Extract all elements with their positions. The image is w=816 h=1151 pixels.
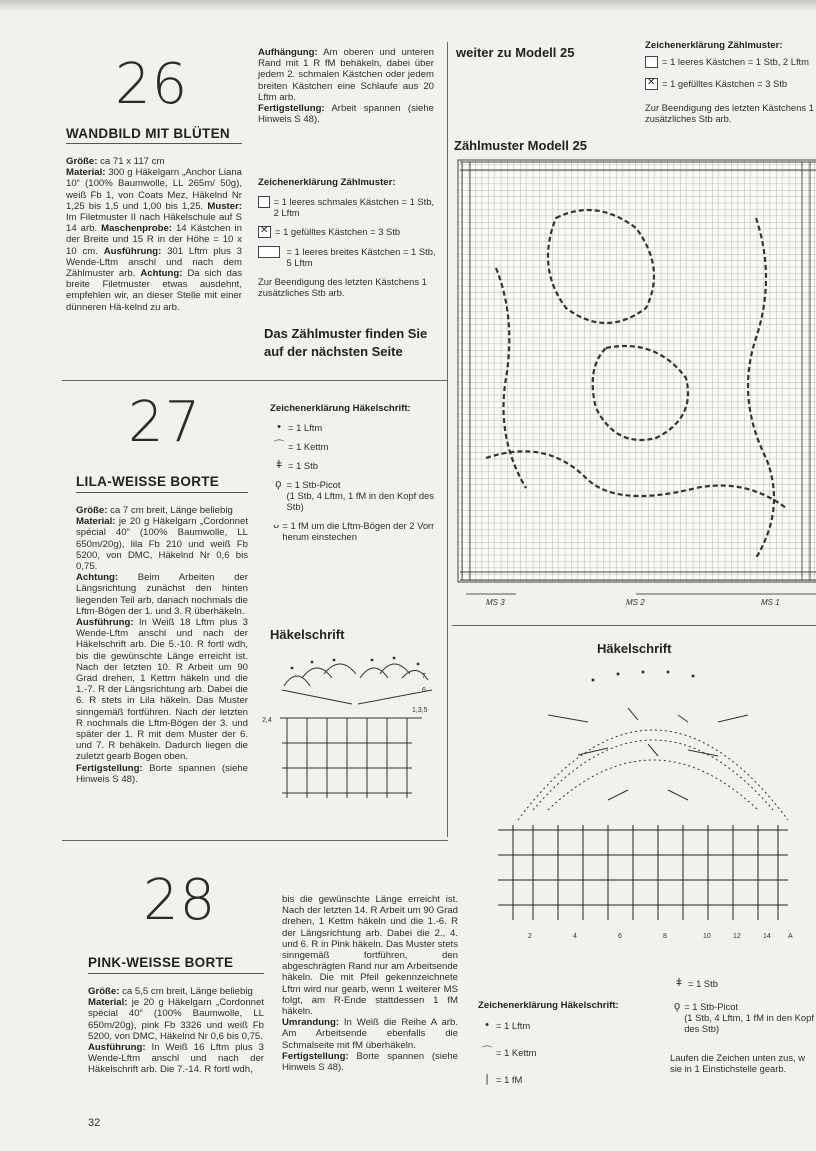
chain-stitch-icon: • xyxy=(485,1019,489,1031)
legend-28-left: • = 1 Lftm ⌒ = 1 Kettm | = 1 fM xyxy=(478,1020,618,1093)
next-page-note: Das Zählmuster finden Sie auf der nächsten Seite xyxy=(264,326,428,359)
filet-chart-25 xyxy=(456,158,816,613)
row-label: 8 xyxy=(663,933,667,940)
legend-title-26: Zeichenerklärung Zählmuster: xyxy=(258,177,396,188)
legend-28-right: ǂ = 1 Stb ϙ = 1 Stb-Picot (1 Stb, 4 Lftm, 1 fM in den Kopf des Stb) Laufen die Zeichen unten zus, w sie in 1 Einstichstelle gearb. xyxy=(670,977,814,1074)
model-title-26: WANDBILD MIT BLÜTEN xyxy=(66,126,230,141)
crochet-chart-28 xyxy=(488,660,814,950)
instructions-28-cont: bis die gewünschte Länge erreicht ist. Nach der letzten 14. R Arbeit um 90 Grad drehen, 1 Kettm häkeln und die 1.-6. R der Längsrichtung arb. Dabei die 2., 4. und 6. R in Pink häkeln. Das Muster stets sinngemäß fortführen, den abgeschrägten Rand nur am Arbeitsende häkeln. Die mit Pfeil gekennzeichnete Lftm wird nur gearb, wenn 1 weiterer MS folgt, am R-Ende stattdessen 1 fM häkeln. Umrandung: In Weiß die Reihe A arb. Am Arbeitsende ebenfalls die Schmalseite mit fM überhäkeln. Fertigstellung: Borte spannen (siehe Hinweis S 48). xyxy=(282,894,458,1074)
page-number: 32 xyxy=(88,1117,101,1129)
ms-label: MS 2 xyxy=(626,598,645,607)
legend-title-25: Zeichenerklärung Zählmuster: xyxy=(645,40,783,51)
empty-box-icon xyxy=(258,196,270,208)
title-rule-28 xyxy=(88,973,264,974)
instructions-27: Größe: ca 7 cm breit, Länge beliebig Material: je 20 g Häkelgarn „Cordonnet spécial 40“ (100% Baumwolle, LL 650m/20g), lila Fb 210 und weiß Fb 5200, von DMC, Häkelnd Nr 0,6 bis 0,75. Achtung: Beim Arbeiten der Längsrichtung zunächst den hinten liegenden Teil arb, danach nochmals die Lftm-Bögen der 1. und 3. R überhäkeln. Ausführung: In Weiß 18 Lftm plus 3 Wende-Lftm anschl und nach der Häkelschrift arb. Die 5.-10. R fortl wdh, bis die gewünschte Länge erreicht ist. Nach der letzten 10. R Arbeit um 90 Grad drehen, 1 Kettm häkeln und die 1.-7. R der Längsrichtung arb. Dabei die 6. R stets in Lila häkeln. Das Muster sinngemäß fortführen. Nach der letzten R nochmals die Lftm-Bögen der 3. und später der 1. R mit dem Muster der 6. und 7. R behäkeln. Dadurch liegen die zuletzt gearb Bogen oben. Fertigstellung: Borte spannen (siehe Hinweis S 48). xyxy=(76,505,248,785)
single-crochet-icon: | xyxy=(485,1073,489,1085)
empty-box-icon xyxy=(645,56,658,68)
section-divider-27-28 xyxy=(62,840,448,841)
chart-title-27: Häkelschrift xyxy=(270,627,345,642)
filled-box-icon xyxy=(258,226,271,238)
row-label: 2 xyxy=(528,933,532,940)
row-label: 4 xyxy=(573,933,577,940)
legend-27: • = 1 Lftm ⌒ = 1 Kettm ǂ = 1 Stb ϙ = 1 Stb-Picot (1 Stb, 4 Lftm, 1 fM in den Kopf des Stb) ᴗ = 1 fM um die Lftm-Bögen der 2 Vorr herum einstechen xyxy=(270,422,440,550)
row-label: 10 xyxy=(703,933,711,940)
legend-title-27: Zeichenerklärung Häkelschrift: xyxy=(270,403,411,414)
double-crochet-icon: ǂ xyxy=(675,977,683,989)
row-label: 14 xyxy=(763,933,771,940)
row-label: 2,4 xyxy=(262,717,272,724)
instructions-26-cont: Aufhängung: Am oberen und unteren Rand mit 1 R fM behäkeln, dabei über jedem 2. schmalen Kästchen oder jedem breiten Kästchen eine Schlaufe aus 20 Lftm arb. Fertigstellung: Arbeit spannen (siehe Hinweis S 48). xyxy=(258,47,434,126)
row-label: 6 xyxy=(618,933,622,940)
legend-title-28: Zeichenerklärung Häkelschrift: xyxy=(478,1000,619,1011)
continue-heading: weiter zu Modell 25 xyxy=(456,45,575,60)
picot-icon: ϙ xyxy=(674,1000,681,1012)
ms-label: MS 1 xyxy=(761,598,780,607)
model-number-26: 26 xyxy=(115,52,189,117)
section-divider-right xyxy=(452,625,816,626)
row-label: 12 xyxy=(733,933,741,940)
picot-icon: ϙ xyxy=(275,478,282,490)
row-label: 6 xyxy=(422,687,426,694)
crochet-chart-27 xyxy=(262,648,442,828)
slip-stitch-icon: ⌒ xyxy=(273,440,285,452)
double-crochet-icon: ǂ xyxy=(275,459,283,471)
filled-box-icon xyxy=(645,78,658,90)
title-rule-26 xyxy=(66,143,242,144)
row-label: A xyxy=(788,933,793,940)
model-number-28: 28 xyxy=(143,868,217,933)
slip-stitch-icon: ⌒ xyxy=(481,1046,493,1058)
row-label: 1,3,5 xyxy=(412,707,428,714)
title-rule-27 xyxy=(76,492,248,493)
instructions-26: Größe: ca 71 x 117 cm Material: 300 g Häkelgarn „Anchor Liana 10“ (100% Baumwolle, LL 265m/ 50g), weiß Fb 1, von Coats Mez, Häkelnd Nr 1,25 bis 1,5 und 1,00 bis 1,25. Muster: Im Filetmuster II nach Häkelschule auf S 14 arb. Maschenprobe: 14 Kästchen in der Breite und 15 R in der Höhe = 10 x 10 cm. Ausführung: 301 Lftm plus 3 Wende-Lftm anschl und nach dem Zählmuster arb. Achtung: Da sich das breite Filetmuster etwas ausdehnt, empfehlen wir, an dieser Stelle mit einer dünneren Hä-kelnd zu arb. xyxy=(66,156,243,313)
chart-title-25: Zählmuster Modell 25 xyxy=(454,138,587,153)
column-divider xyxy=(447,42,448,837)
model-title-27: LILA-WEISSE BORTE xyxy=(76,474,220,489)
ms-label: MS 3 xyxy=(486,598,505,607)
legend-25: = 1 leeres Kästchen = 1 Stb, 2 Lftm ✕ = 1 gefülltes Kästchen = 3 Stb Zur Beendigung des letzten Kästchens 1 zusätzliches Stb arb. xyxy=(645,56,815,124)
section-divider-26-27 xyxy=(62,380,448,381)
wide-box-icon xyxy=(258,246,280,258)
page-top-edge xyxy=(0,0,816,10)
chain-stitch-icon: • xyxy=(277,421,281,433)
chart-title-28: Häkelschrift xyxy=(597,641,672,656)
model-title-28: PINK-WEISSE BORTE xyxy=(88,955,234,970)
single-crochet-hook-icon: ᴗ xyxy=(273,519,280,531)
model-number-27: 27 xyxy=(128,390,202,455)
instructions-28: Größe: ca 5,5 cm breit, Länge beliebig Material: je 20 g Häkelgarn „Cordonnet spécial 40“ (100% Baumwolle, LL 650m/20g), pink Fb 3326 und weiß Fb 5200, von DMC, Häkelnd Nr 0,6 bis 0,75. Ausführung: In Weiß 16 Lftm plus 3 Wende-Lftm anschl und nach der Häkelschrift arb. Die 7.-14. R fortl wdh, xyxy=(88,986,264,1076)
row-label: 7 xyxy=(422,673,426,680)
legend-26: = 1 leeres schmales Kästchen = 1 Stb, 2 Lftm ✕ = 1 gefülltes Kästchen = 3 Stb = 1 leeres breites Kästchen = 1 Stb, 5 Lftm Zur Beendigung des letzten Kästchens 1 zusätzliches Stb arb. xyxy=(258,196,438,298)
